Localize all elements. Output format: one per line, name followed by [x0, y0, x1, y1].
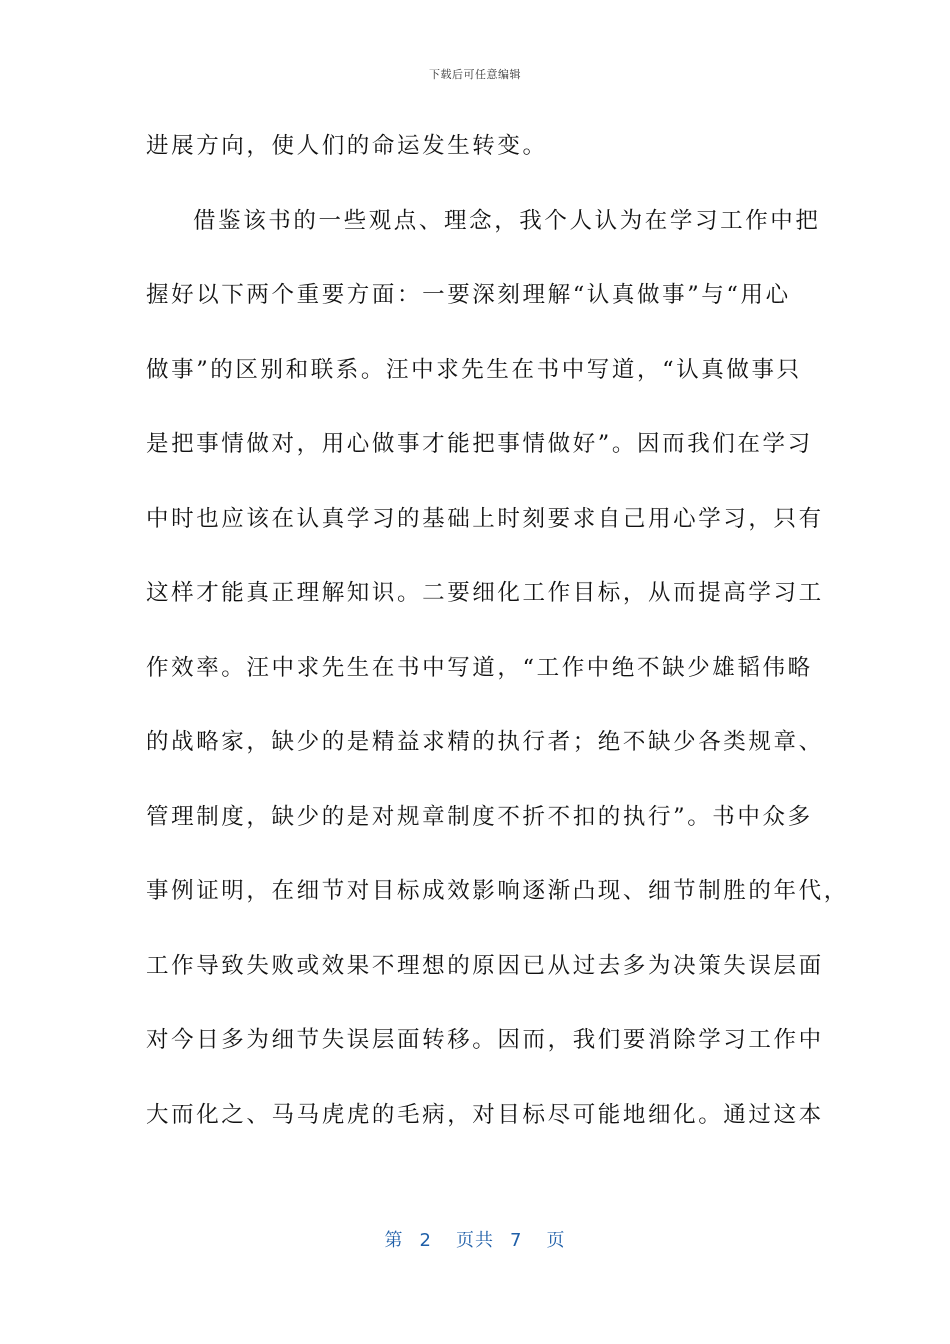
current-page-number: 2: [419, 1230, 432, 1251]
body-line: 握好以下两个重要方面：一要深刻理解“认真做事”与“用心: [146, 282, 791, 308]
body-line: 大而化之、马马虎虎的毛病，对目标尽可能地细化。通过这本: [146, 1101, 824, 1128]
body-line: 做事”的区别和联系。汪中求先生在书中写道，“认真做事只: [146, 356, 802, 383]
footer-suffix: 页: [546, 1230, 566, 1251]
page-number-footer: [0, 1226, 950, 1252]
body-line: 进展方向，使人们的命运发生转变。: [146, 133, 548, 159]
total-page-number: 7: [510, 1230, 523, 1251]
footer-prefix: 第: [384, 1230, 404, 1251]
body-line: 是把事情做对，用心做事才能把事情做好”。因而我们在学习: [146, 431, 813, 457]
body-line: 这样才能真正理解知识。二要细化工作目标，从而提高学习工: [146, 580, 824, 606]
footer-middle: 页共: [456, 1230, 494, 1251]
body-line: 中时也应该在认真学习的基础上时刻要求自己用心学习，只有: [146, 505, 824, 532]
body-line-paragraph-start: 借鉴该书的一些观点、理念，我个人认为在学习工作中把: [193, 207, 821, 234]
body-line: 事例证明，在细节对目标成效影响逐渐凸现、细节制胜的年代，: [146, 878, 849, 904]
header-note: 下载后可任意编辑: [429, 68, 521, 81]
body-line: 对今日多为细节失误层面转移。因而，我们要消除学习工作中: [146, 1027, 824, 1053]
body-line: 的战略家，缺少的是精益求精的执行者；绝不缺少各类规章、: [146, 729, 824, 755]
body-line: 管理制度，缺少的是对规章制度不折不扣的执行”。书中众多: [146, 803, 813, 830]
body-line: 作效率。汪中求先生在书中写道，“工作中绝不缺少雄韬伟略: [146, 654, 813, 681]
body-line: 工作导致失败或效果不理想的原因已从过去多为决策失误层面: [146, 952, 824, 979]
document-body: [146, 121, 849, 1164]
